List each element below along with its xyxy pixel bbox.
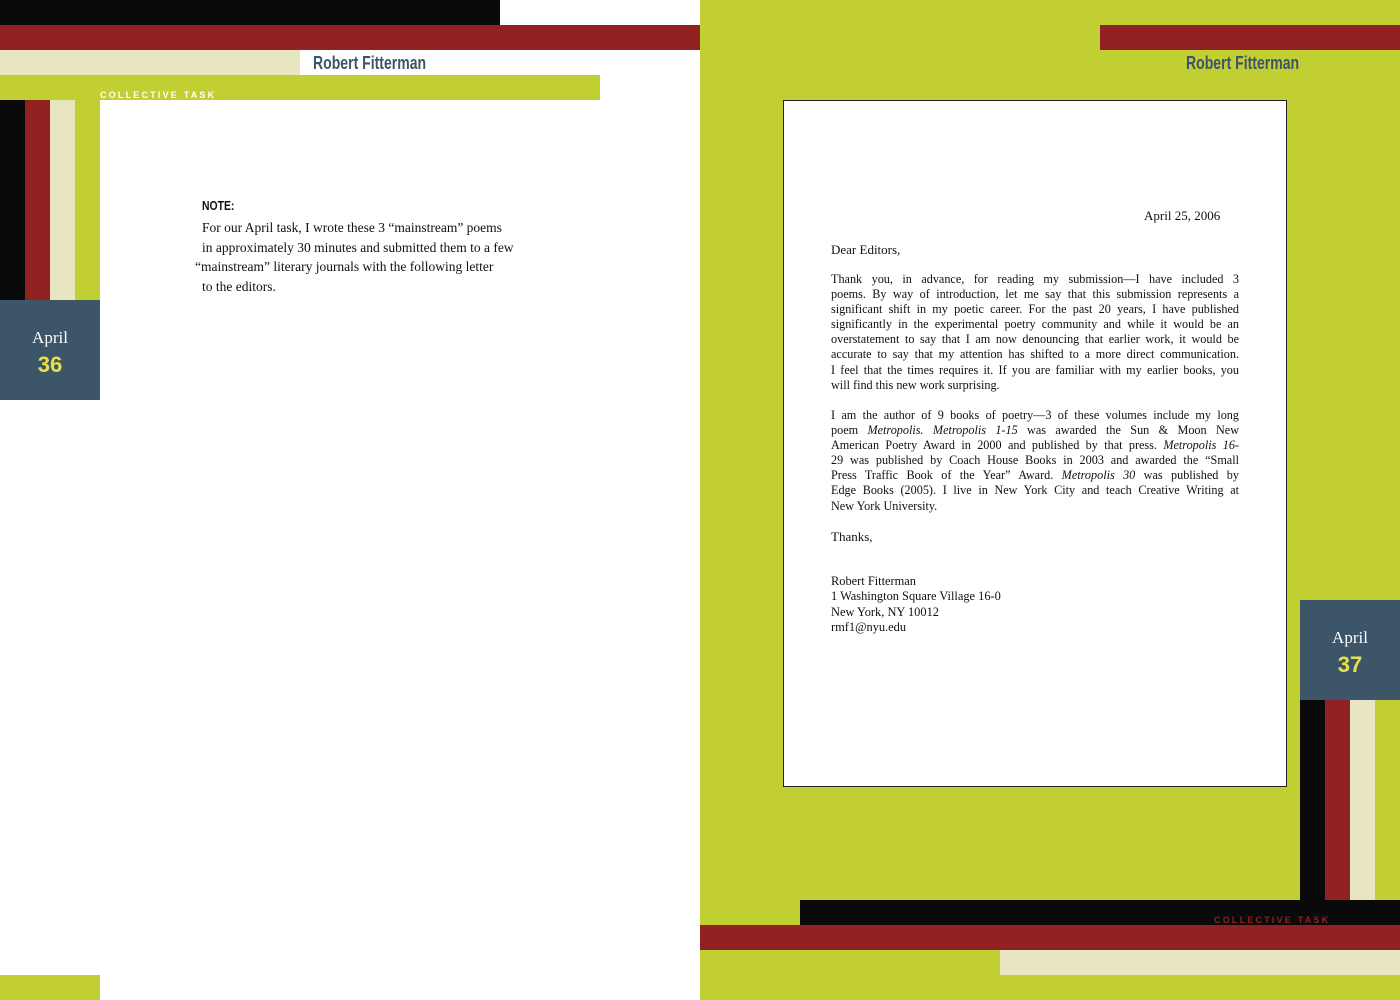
section-label-left: COLLECTIVE TASK [100,90,217,100]
signature-name: Robert Fitterman [831,574,916,588]
letter-line: New York University. [831,498,938,513]
note-label: NOTE: [202,198,235,213]
top-lime-bar-left [0,75,600,100]
letter-line: Thank you, in advance, for reading my submission—I have included 3 [831,272,1239,286]
note-line: to the editors. [202,278,276,294]
side-stripe-cream-left [50,100,75,300]
note-body [195,218,595,296]
letter-paragraph-1 [831,272,1239,393]
letter-paragraph-2 [831,408,1239,514]
running-head-author-right: Robert Fitterman [1186,53,1300,73]
signature-city-line: New York, NY 10012 [831,604,939,619]
bottom-cream-bar-right [1000,950,1400,975]
side-stripe-red-left [25,100,50,300]
letter-closing: Thanks, [831,529,873,544]
letter-line: I feel that the times requires it. If you are familiar with my earlier books, you [831,362,1239,377]
page-number-right: 37 [1337,652,1363,677]
top-red-bar-right [1100,25,1400,50]
letter-line: significant shift in my poetic career. For the past 20 years, I have published [831,302,1239,317]
letter-signature-block [831,574,1001,635]
page-month-left: April [32,328,68,347]
side-stripe-black-left [0,100,25,300]
bottom-lime-block-left [0,975,100,1000]
note-line: For our April task, I wrote these 3 “mainstream” poems [202,220,502,235]
letter-line: Press Traffic Book of the Year” Award. Metropolis 30 was published by [831,468,1239,483]
running-head-author-left: Robert Fitterman [313,53,427,73]
note-line: “mainstream” literary journals with the following letter [195,259,494,275]
letter-line: Edge Books (2005). I live in New York City and teach Creative Writing at [831,483,1239,498]
top-red-bar-left [0,25,700,50]
letter-line: 29 was published by Coach House Books in 2003 and awarded the “Small [831,453,1239,468]
letter-line: poems. By way of introduction, let me say that this submission represents a [831,287,1239,302]
top-black-bar-left [0,0,500,25]
page-month-right: April [1332,628,1368,647]
section-label-right: COLLECTIVE TASK [1214,915,1331,925]
letter-line: will find this new work surprising. [831,377,1000,392]
page-marker-box-left [0,300,100,400]
page-marker-box-right [1300,600,1400,700]
letter-line: I am the author of 9 books of poetry—3 of these volumes include my long [831,408,1239,422]
bottom-red-bar-right [700,925,1400,950]
side-stripe-black-right [1300,700,1325,900]
page-number-left: 36 [37,352,63,377]
letter-salutation: Dear Editors, [831,242,901,257]
side-stripe-red-right [1325,700,1350,900]
letter-line: accurate to say that my attention has shifted to a more direct communication. [831,347,1239,362]
letter-line: overstatement to say that I am now denouncing that earlier work, it would be [831,332,1239,347]
note-line: in approximately 30 minutes and submitted them to a few [202,239,514,255]
signature-address-line: 1 Washington Square Village 16-0 [831,589,1001,604]
side-stripe-cream-right [1350,700,1375,900]
top-cream-bar-left [0,50,300,75]
letter-line: significantly in the experimental poetry community and while it would be an [831,317,1239,332]
letter-date: April 25, 2006 [1144,208,1221,223]
letter-line: American Poetry Award in 2000 and published by that press. Metropolis 16- [831,438,1239,453]
signature-email: rmf1@nyu.edu [831,619,907,634]
letter-line: poem Metropolis. Metropolis 1-15 was awarded the Sun & Moon New [831,423,1239,438]
